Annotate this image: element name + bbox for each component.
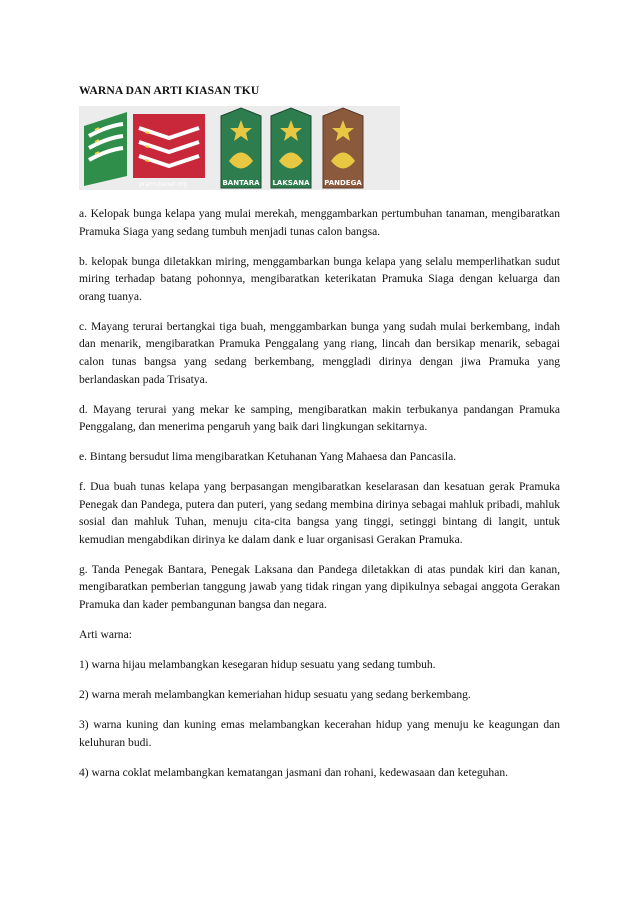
color-item-2: 2) warna merah melambangkan kemeriahan hidup sesuatu yang sedang berkembang. <box>79 688 471 701</box>
color-item-1: 1) warna hijau melambangkan kesegaran hidup sesuatu yang sedang tumbuh. <box>79 659 436 671</box>
red-chevron-badge <box>133 114 205 178</box>
paragraph-b: b. kelopak bunga diletakkan miring, menggambarkan bunga kelapa yang selalu memperlihatkan sudut miring terhadap batang pohonnya, mengibaratkan keterikatan Pramuka Siaga dengan keluarga dan orang tuanya. <box>79 255 560 303</box>
paragraph-e: e. Bintang bersudut lima mengibaratkan Ketuhanan Yang Mahaesa dan Pancasila. <box>79 451 457 464</box>
green-chevron-badge <box>84 112 127 186</box>
document-body <box>79 206 560 795</box>
paragraph-d: d. Mayang terurai yang mekar ke samping, mengibaratkan makin terbukanya pandangan Pramuka Penggalang, dan menerima pengaruh yang baik dari lingkungan sekitarnya. <box>79 403 560 434</box>
bantara-label: BANTARA <box>222 179 260 187</box>
bantara-badge <box>221 108 261 188</box>
paragraph-f: f. Dua buah tunas kelapa yang berpasangan mengibaratkan keselarasan dan kesatuan gerak Pramuka Penegak dan Pandega, putera dan puteri, yang sedang membina dirinya sebagai mahluk pribadi, mahluk sosial dan mahluk Tuhan, menuju cita-cita bangsa yang tinggi, setinggi bintang di langit, untuk kemudian mengabdikan dirinya ke dalam dank e luar organisasi Gerakan Pramuka. <box>79 481 560 546</box>
tku-badges-figure <box>79 106 400 190</box>
color-item-4: 4) warna coklat melambangkan kematangan jasmani dan rohani, kedewasaan dan keteguhan. <box>79 766 508 779</box>
document-title: WARNA DAN ARTI KIASAN TKU <box>79 84 260 97</box>
paragraph-g: g. Tanda Penegak Bantara, Penegak Laksana dan Pandega diletakkan di atas pundak kiri dan kanan, mengibaratkan pemberian tanggung jawab yang tidak ringan yang dipikulnya sebagai anggota Gerakan Pramuka dan kader pembangunan bangsa dan negara. <box>79 563 560 612</box>
paragraph-a: a. Kelopak bunga kelapa yang mulai merekah, menggambarkan pertumbuhan tanaman, mengibaratkan Pramuka Siaga yang sedang tumbuh menjadi tunas calon bangsa. <box>79 208 560 238</box>
laksana-badge <box>271 108 311 188</box>
color-meaning-heading: Arti warna: <box>79 629 132 642</box>
laksana-label: LAKSANA <box>272 179 310 187</box>
pandega-label: PANDEGA <box>324 179 362 187</box>
color-item-3: 3) warna kuning dan kuning emas melambangkan kecerahan hidup yang menuju ke keagungan dan keluhuran budi. <box>79 718 560 749</box>
paragraph-c: c. Mayang terurai bertangkai tiga buah, menggambarkan bunga yang sudah mulai berkembang, indah dan menarik, mengibaratkan Pramuka Penggalang yang riang, lincah dan bersikap menarik, sebagai calon tunas bangsa yang sedang berkembang, menggladi dirinya dengan jiwa Pramuka yang berlandaskan pada Trisatya. <box>79 320 560 386</box>
figure-watermark: pramukanet.org <box>139 181 188 188</box>
pandega-badge <box>323 108 363 188</box>
tku-badges-illustration <box>79 106 400 190</box>
